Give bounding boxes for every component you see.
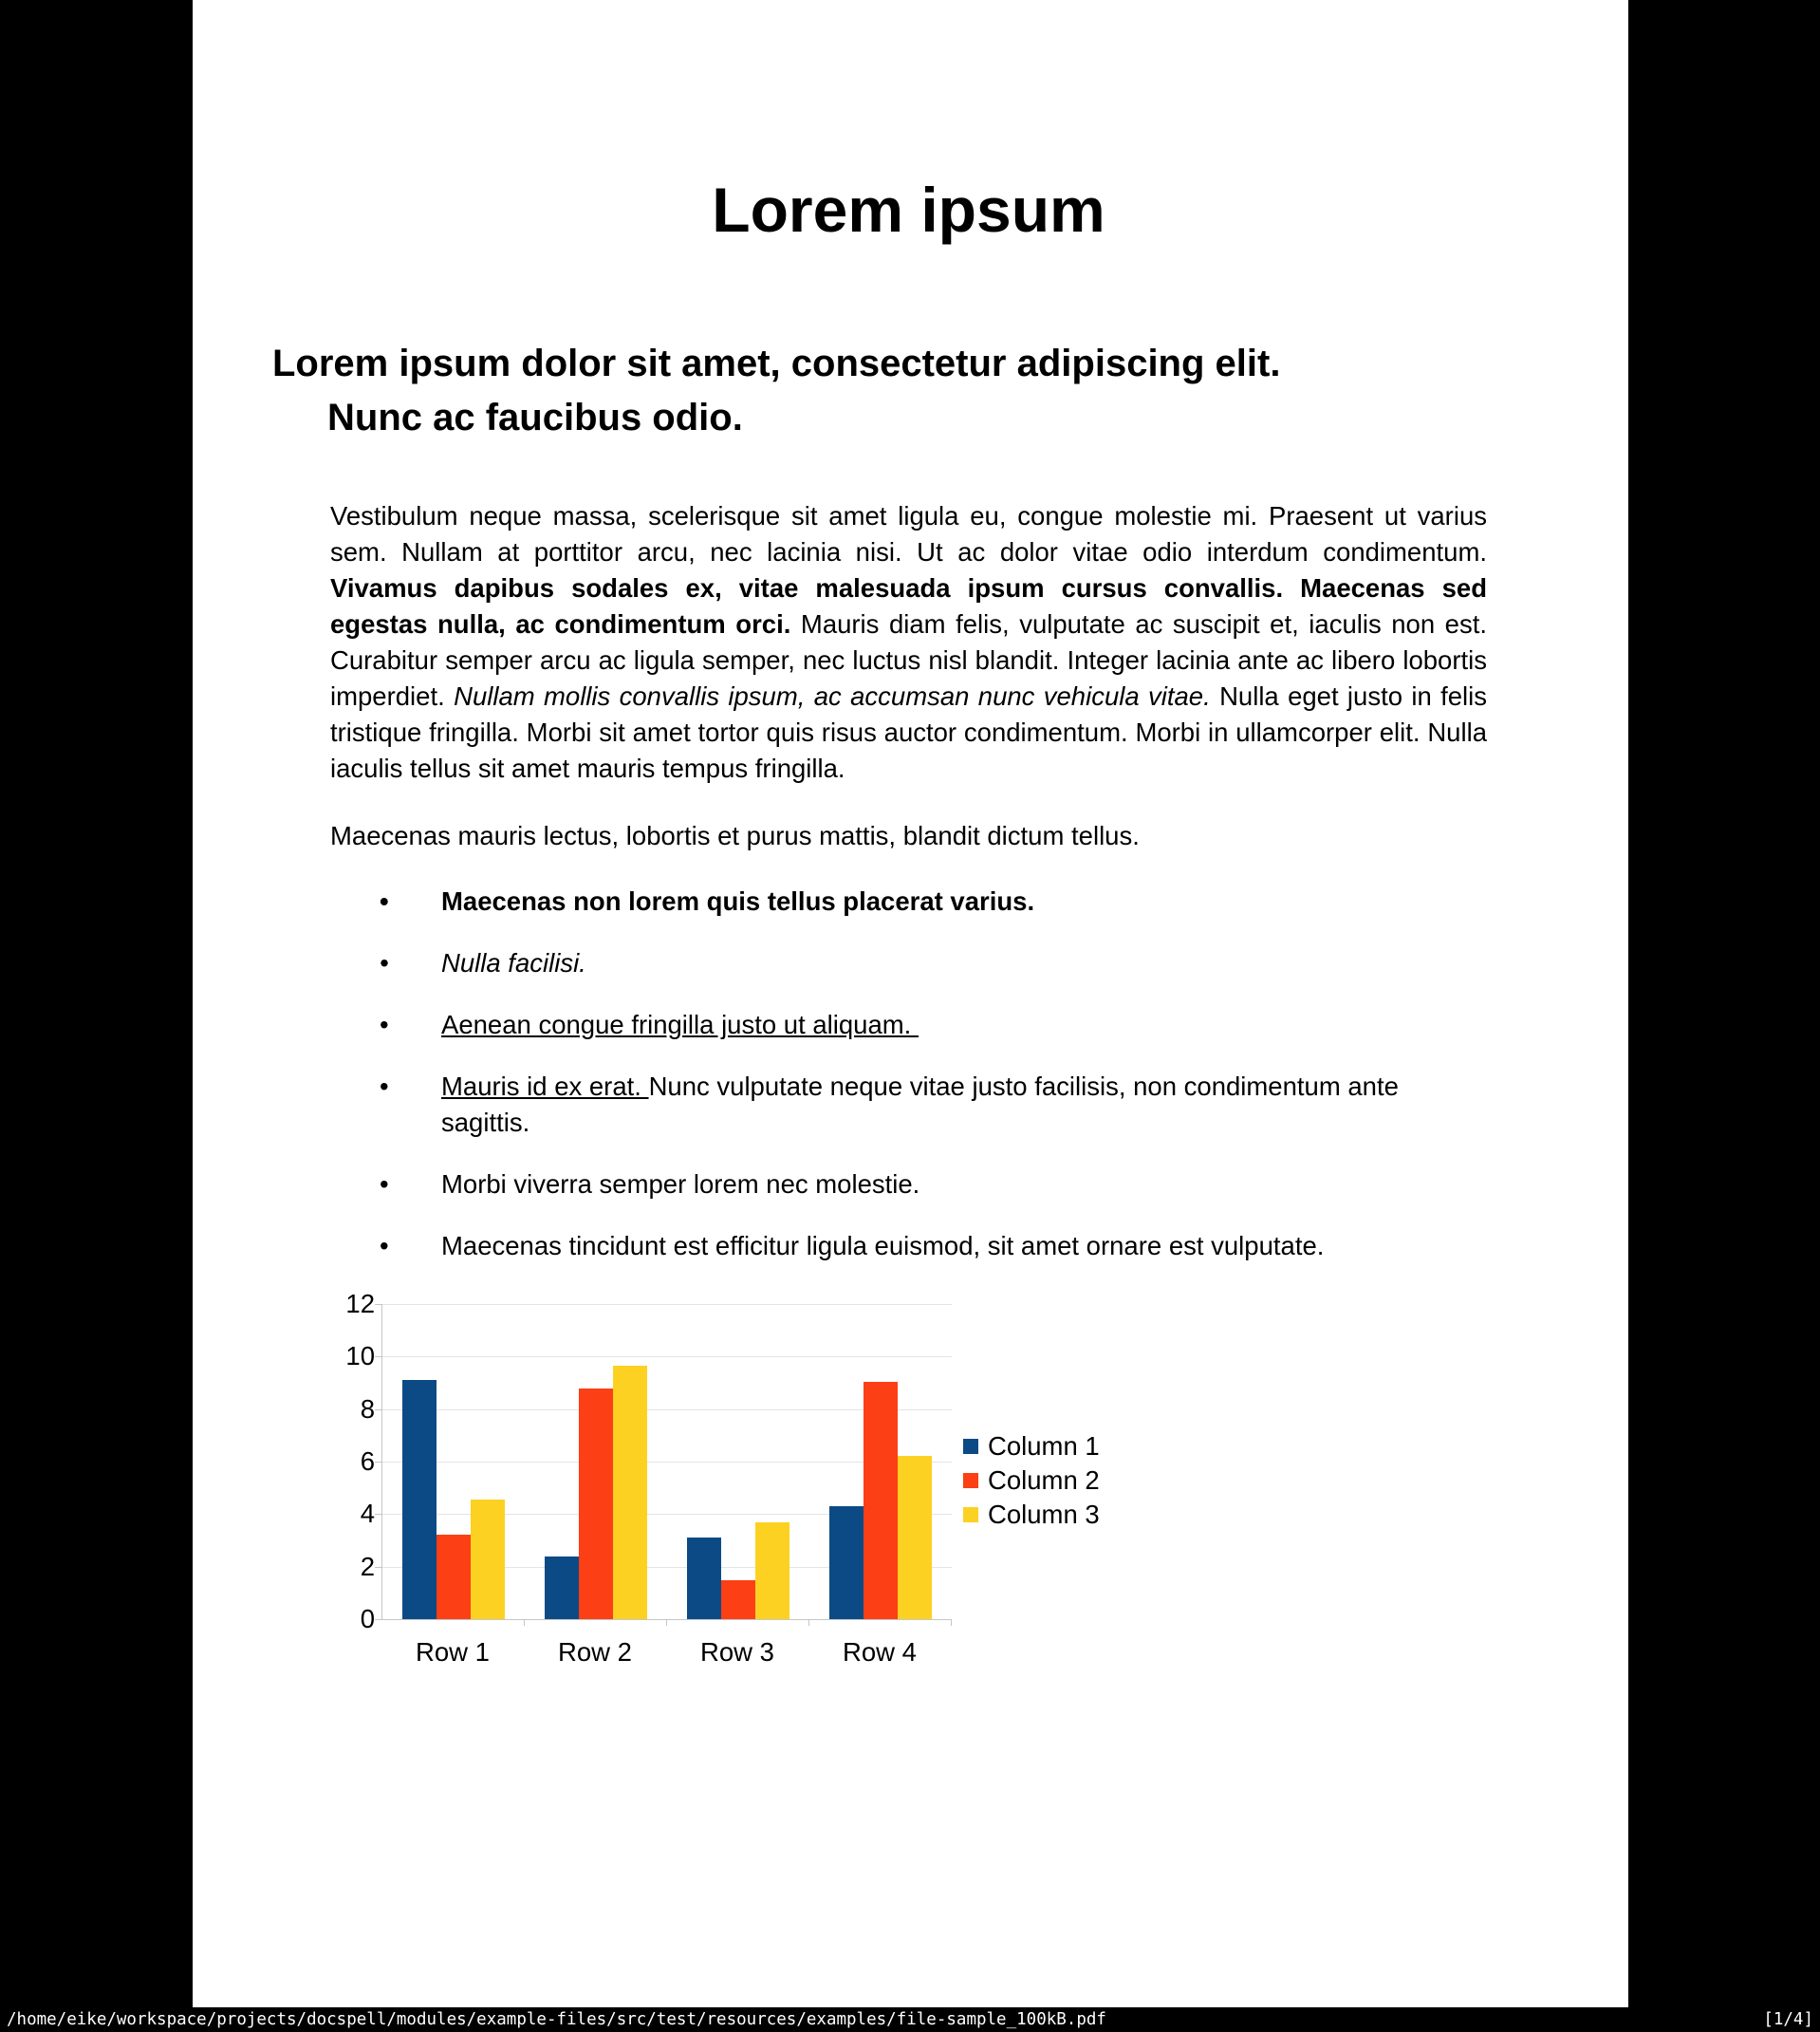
x-axis-label: Row 2 bbox=[558, 1637, 632, 1667]
paragraph-1-italic-text: Nullam mollis convallis ipsum, ac accumsan nunc vehicula vitae. bbox=[454, 681, 1220, 711]
bar bbox=[721, 1580, 755, 1620]
bar bbox=[687, 1538, 721, 1619]
legend-swatch bbox=[963, 1439, 978, 1454]
x-axis-tick bbox=[808, 1619, 809, 1626]
legend-label: Column 2 bbox=[988, 1465, 1100, 1495]
list-item-text: Nunc vulputate neque vitae justo facilisis, non condimentum ante sagittis. bbox=[441, 1072, 1399, 1137]
x-axis-tick bbox=[951, 1619, 952, 1626]
heading-line-2: Nunc ac faucibus odio. bbox=[327, 397, 743, 438]
bar-group bbox=[809, 1304, 952, 1619]
y-axis-label: 4 bbox=[360, 1499, 375, 1529]
paragraph-1 bbox=[330, 498, 1487, 787]
list-item: • Morbi viverra semper lorem nec molestie. bbox=[330, 1166, 1487, 1202]
heading-line-1: Lorem ipsum dolor sit amet, consectetur adipiscing elit. bbox=[272, 343, 1281, 384]
paragraph-1-bold-text: Vivamus dapibus sodales ex, vitae malesuada ipsum cursus convallis. Maecenas sed egestas nulla, ac condimentum orci. bbox=[330, 573, 1487, 639]
legend-swatch bbox=[963, 1507, 978, 1522]
y-axis-label: 10 bbox=[345, 1341, 375, 1371]
list-item: • Maecenas non lorem quis tellus placerat varius. bbox=[330, 884, 1487, 920]
bar bbox=[471, 1500, 505, 1619]
bar bbox=[613, 1366, 647, 1619]
y-axis-tick bbox=[375, 1514, 381, 1515]
document-page[interactable] bbox=[193, 0, 1628, 2007]
statusbar-page-indicator: [1/4] bbox=[1763, 2010, 1813, 2029]
x-axis-label: Row 1 bbox=[416, 1637, 490, 1667]
y-axis-tick bbox=[375, 1356, 381, 1357]
x-axis-label: Row 3 bbox=[700, 1637, 774, 1667]
bar bbox=[864, 1382, 898, 1619]
paragraph-2: Maecenas mauris lectus, lobortis et purus mattis, blandit dictum tellus. bbox=[330, 821, 1140, 850]
list-item: • Maecenas tincidunt est efficitur ligula euismod, sit amet ornare est vulputate. bbox=[330, 1228, 1487, 1264]
document-title: Lorem ipsum bbox=[712, 175, 1105, 245]
bar bbox=[579, 1389, 613, 1619]
list-item bbox=[330, 1007, 1487, 1043]
list-item-underlined-text: Aenean congue fringilla justo ut aliquam. bbox=[441, 1010, 919, 1039]
list-item-underlined-text: Mauris id ex erat. bbox=[441, 1072, 649, 1101]
legend-swatch bbox=[963, 1473, 978, 1488]
paragraph-1-text: Vestibulum neque massa, scelerisque sit amet ligula eu, congue molestie mi. Praesent ut varius sem. Nullam at porttitor arcu, nec lacinia nisi. Ut ac dolor vitae odio interdum condimentum. bbox=[330, 501, 1487, 567]
y-axis-tick bbox=[375, 1304, 381, 1305]
chart-legend bbox=[963, 1429, 1100, 1532]
legend-label: Column 3 bbox=[988, 1500, 1100, 1529]
paragraph-1-text: Mauris diam felis, vulputate ac suscipit et, iaculis non est. Curabitur semper arcu ac ligula semper, nec luctus nisl blandit. Integer lacinia ante ac libero lobortis imperdiet. bbox=[330, 609, 1488, 711]
bar-group bbox=[382, 1304, 525, 1619]
bar bbox=[898, 1456, 932, 1619]
y-axis-label: 6 bbox=[360, 1446, 375, 1476]
x-axis-tick bbox=[524, 1619, 525, 1626]
list-item: • Nulla facilisi. bbox=[330, 945, 1487, 981]
y-axis-tick bbox=[375, 1567, 381, 1568]
x-axis-tick bbox=[666, 1619, 667, 1626]
y-axis-tick bbox=[375, 1409, 381, 1410]
bullet-list bbox=[330, 884, 1487, 1264]
bar bbox=[545, 1557, 579, 1619]
bar-group bbox=[525, 1304, 667, 1619]
statusbar bbox=[0, 2007, 1820, 2032]
y-axis-label: 0 bbox=[360, 1604, 375, 1633]
paragraph-1-text: Nulla eget justo in felis tristique fringilla. Morbi sit amet tortor quis risus auctor condimentum. Morbi in ullamcorper elit. Nulla iaculis tellus sit amet mauris tempus fringilla. bbox=[330, 681, 1487, 783]
list-item bbox=[330, 1069, 1487, 1141]
bar-chart bbox=[338, 1291, 1106, 1672]
legend-item bbox=[963, 1463, 1100, 1498]
y-axis-label: 12 bbox=[345, 1289, 375, 1318]
y-axis-label: 2 bbox=[360, 1551, 375, 1581]
y-axis-tick bbox=[375, 1462, 381, 1463]
y-axis-label: 8 bbox=[360, 1393, 375, 1424]
x-axis-label: Row 4 bbox=[843, 1637, 917, 1667]
legend-item bbox=[963, 1429, 1100, 1463]
bar bbox=[755, 1522, 789, 1619]
legend-label: Column 1 bbox=[988, 1431, 1100, 1461]
chart-plot bbox=[345, 1289, 952, 1633]
bar bbox=[436, 1535, 471, 1619]
y-axis-tick bbox=[375, 1619, 381, 1620]
bar bbox=[829, 1506, 864, 1619]
bar bbox=[402, 1380, 436, 1619]
statusbar-file-path: /home/eike/workspace/projects/docspell/modules/example-files/src/test/resources/examples/file-sample_100kB.pdf bbox=[7, 2010, 1106, 2029]
legend-item bbox=[963, 1498, 1100, 1532]
bar-group bbox=[667, 1304, 809, 1619]
document-heading bbox=[272, 337, 1487, 445]
